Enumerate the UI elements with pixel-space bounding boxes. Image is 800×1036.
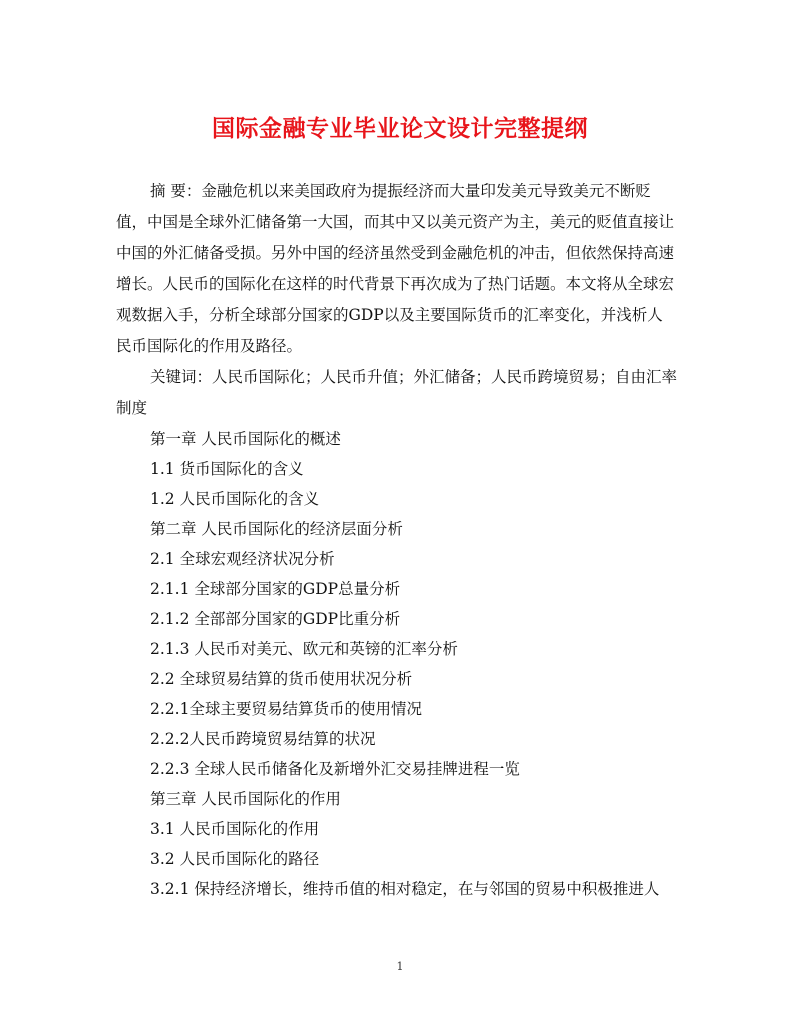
document-body [116,176,678,904]
abstract-paragraph: 摘 要：金融危机以来美国政府为提振经济而大量印发美元导致美元不断贬值，中国是全球外汇储备第一大国，而其中又以美元资产为主，美元的贬值直接让中国的外汇储备受损。另外中国的经济虽然受到金融危机的冲击，但依然保持高速增长。人民币的国际化在这样的时代背景下再次成为了热门话题。本文将从全球宏观数据入手，分析全球部分国家的GDP以及主要国际货币的汇率变化，并浅析人民币国际化的作用及路径。 [116,182,675,355]
outline-item: 1.1 货币国际化的含义 [150,460,304,478]
outline-item: 2.1.3 人民币对美元、欧元和英镑的汇率分析 [150,640,458,658]
document-title: 国际金融专业毕业论文设计完整提纲 [212,115,588,142]
outline-item: 第一章 人民币国际化的概述 [150,430,341,448]
outline-item: 3.2 人民币国际化的路径 [150,850,320,868]
outline-item: 2.1.1 全球部分国家的GDP总量分析 [150,580,401,598]
outline-list [116,424,678,904]
outline-item: 第二章 人民币国际化的经济层面分析 [150,520,403,538]
outline-item: 3.2.1 保持经济增长，维持币值的相对稳定，在与邻国的贸易中积极推进人 [150,880,660,898]
outline-item: 2.2.3 全球人民币储备化及新增外汇交易挂牌进程一览 [150,760,520,778]
keywords-paragraph: 关键词：人民币国际化；人民币升值；外汇储备；人民币跨境贸易；自由汇率制度 [116,368,678,417]
outline-item: 2.1 全球宏观经济状况分析 [150,550,335,568]
outline-item: 2.2 全球贸易结算的货币使用状况分析 [150,670,413,688]
outline-item: 2.2.1全球主要贸易结算货币的使用情况 [150,700,422,718]
outline-item: 2.2.2人民币跨境贸易结算的状况 [150,730,376,748]
outline-item: 1.2 人民币国际化的含义 [150,490,320,508]
outline-item: 2.1.2 全部部分国家的GDP比重分析 [150,610,401,628]
outline-item: 第三章 人民币国际化的作用 [150,790,341,808]
page-number: 1 [396,960,404,973]
outline-item: 3.1 人民币国际化的作用 [150,820,320,838]
